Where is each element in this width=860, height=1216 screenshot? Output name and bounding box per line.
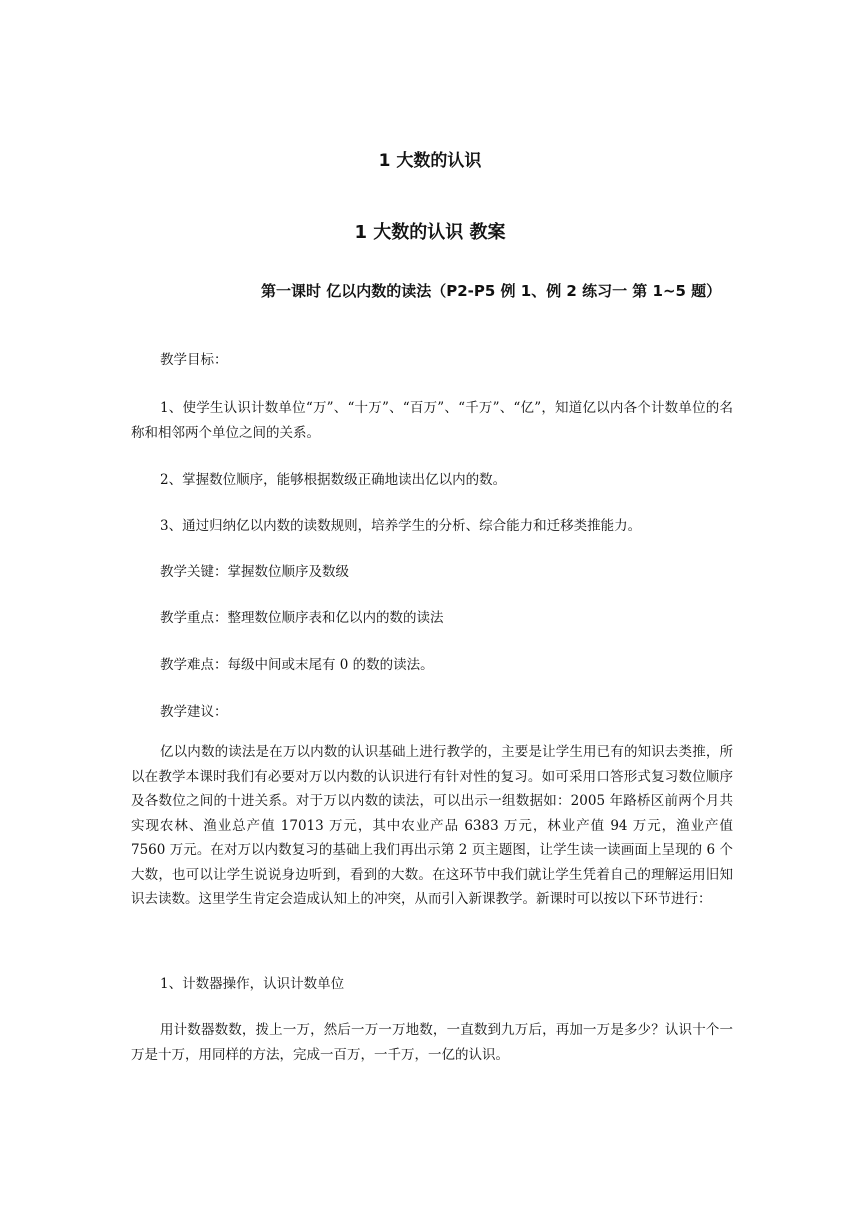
- teaching-key-point: 教学关键：掌握数位顺序及数级: [160, 564, 349, 580]
- objective-1: 1、使学生认识计数单位“万”、“十万”、“百万”、“千万”、“亿”，知道亿以内各个计数单位的名称和相邻两个单位之间的关系。: [131, 400, 733, 441]
- teaching-difficulty: 教学难点：每级中间或末尾有 0 的数的读法。: [160, 657, 434, 673]
- teaching-goals-heading: 教学目标：: [160, 352, 228, 368]
- teaching-focus: 教学重点：整理数位顺序表和亿以内的数的读法: [160, 610, 444, 626]
- step-1-body: 用计数器数数，拨上一万，然后一万一万地数，一直数到九万后，再加一万是多少？认识十个一万是十万，用同样的方法，完成一百万，一千万，一亿的认识。: [131, 1022, 733, 1063]
- teaching-suggestions-heading: 教学建议：: [160, 704, 228, 720]
- lesson-plan-title: 1 大数的认识 教案: [354, 222, 506, 243]
- step-1-heading: 1、计数器操作，认识计数单位: [160, 976, 345, 992]
- lesson-heading: 第一课时 亿以内数的读法（P2-P5 例 1、例 2 练习一 第 1~5 题）: [261, 282, 722, 300]
- document-title: 1 大数的认识: [378, 151, 482, 171]
- objective-2: 2、掌握数位顺序，能够根据数级正确地读出亿以内的数。: [160, 472, 507, 488]
- teaching-suggestions-body: 亿以内数的读法是在万以内数的认识基础上进行教学的，主要是让学生用已有的知识去类推，所以在教学本课时我们有必要对万以内数的认识进行有针对性的复习。如可采用口答形式复习数位顺序及各数位之间的十进关系。对于万以内数的读法，可以出示一组数据如：2005 年路桥区前两个月共实现农林、渔业总产值 17013 万元，其中农业产品 6383 万元，林业产值 94 万元，渔业产值 7560 万元。在对万以内数复习的基础上我们再出示第 2 页主题图，让学生读一读画面上呈现的 6 个大数，也可以让学生说说身边听到，看到的大数。在这环节中我们就让学生凭着自己的理解运用旧知识去读数。这里学生肯定会造成认知上的冲突，从而引入新课教学。新课时可以按以下环节进行：: [131, 744, 733, 907]
- objective-3: 3、通过归纳亿以内数的读数规则，培养学生的分析、综合能力和迁移类推能力。: [160, 518, 642, 534]
